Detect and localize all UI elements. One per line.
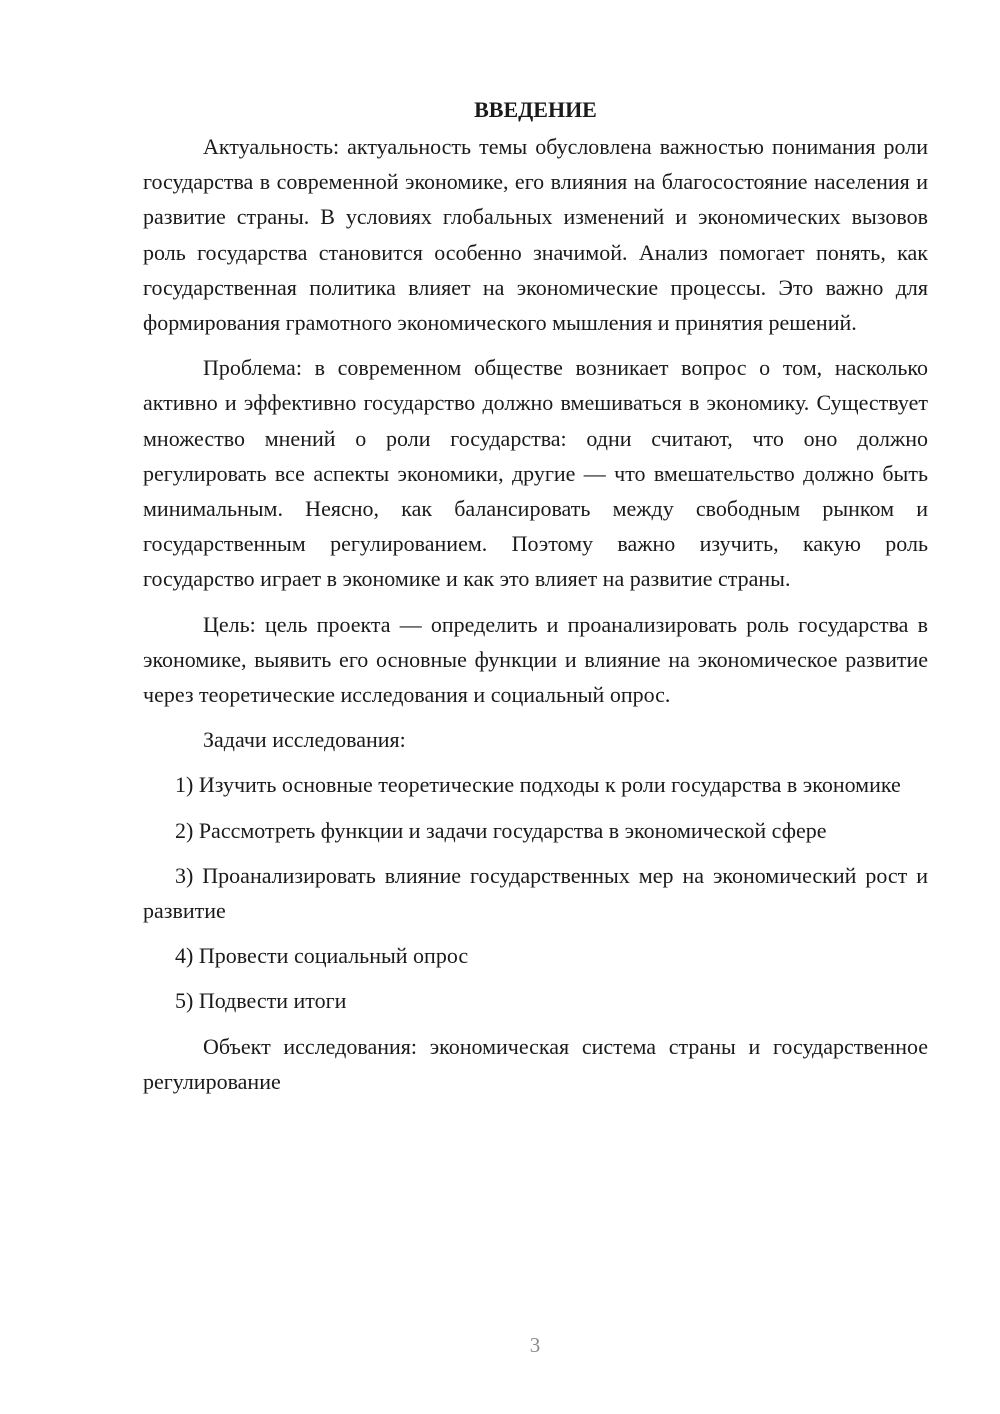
tasks-heading: Задачи исследования: — [203, 727, 406, 753]
page-content — [143, 92, 928, 1099]
task-item-3: 3) Проанализировать влияние государственных мер на экономический рост и развитие — [143, 862, 928, 924]
paragraph-object: Объект исследования: экономическая система страны и государственное регулирование — [143, 1033, 928, 1094]
task-item-2: 2) Рассмотреть функции и задачи государства в экономической сфере — [175, 817, 827, 843]
page-number: 3 — [529, 1333, 541, 1357]
section-title: ВВЕДЕНИЕ — [474, 97, 597, 122]
paragraph-relevance: Актуальность: актуальность темы обусловлена важностью понимания роли государства в современной экономике, его влияния на благосостояние населения и развитие страны. В условиях глобальных изменений и экономических вызовов роль государства становится особенно значимой. Анализ помогает понять, как государственная политика влияет на экономические процессы. Это важно для формирования грамотного экономического мышления и принятия решений. — [143, 134, 928, 336]
task-item-4: 4) Провести социальный опрос — [175, 943, 469, 969]
task-item-1: 1) Изучить основные теоретические подходы к роли государства в экономике — [175, 772, 901, 798]
task-item-5: 5) Подвести итоги — [175, 988, 347, 1014]
paragraph-problem: Проблема: в современном обществе возникает вопрос о том, насколько активно и эффективно государство должно вмешиваться в экономику. Существует множество мнений о роли государства: одни считают, что оно должно регулировать все аспекты экономики, другие — что вмешательство должно быть минимальным. Неясно, как балансировать между свободным рынком и государственным регулированием. Поэтому важно изучить, какую роль государство играет в экономике и как это влияет на развитие страны. — [143, 355, 928, 592]
paragraph-goal: Цель: цель проекта — определить и проанализировать роль государства в экономике, выявить его основные функции и влияние на экономическое развитие через теоретические исследования и социальный опрос. — [143, 611, 928, 708]
